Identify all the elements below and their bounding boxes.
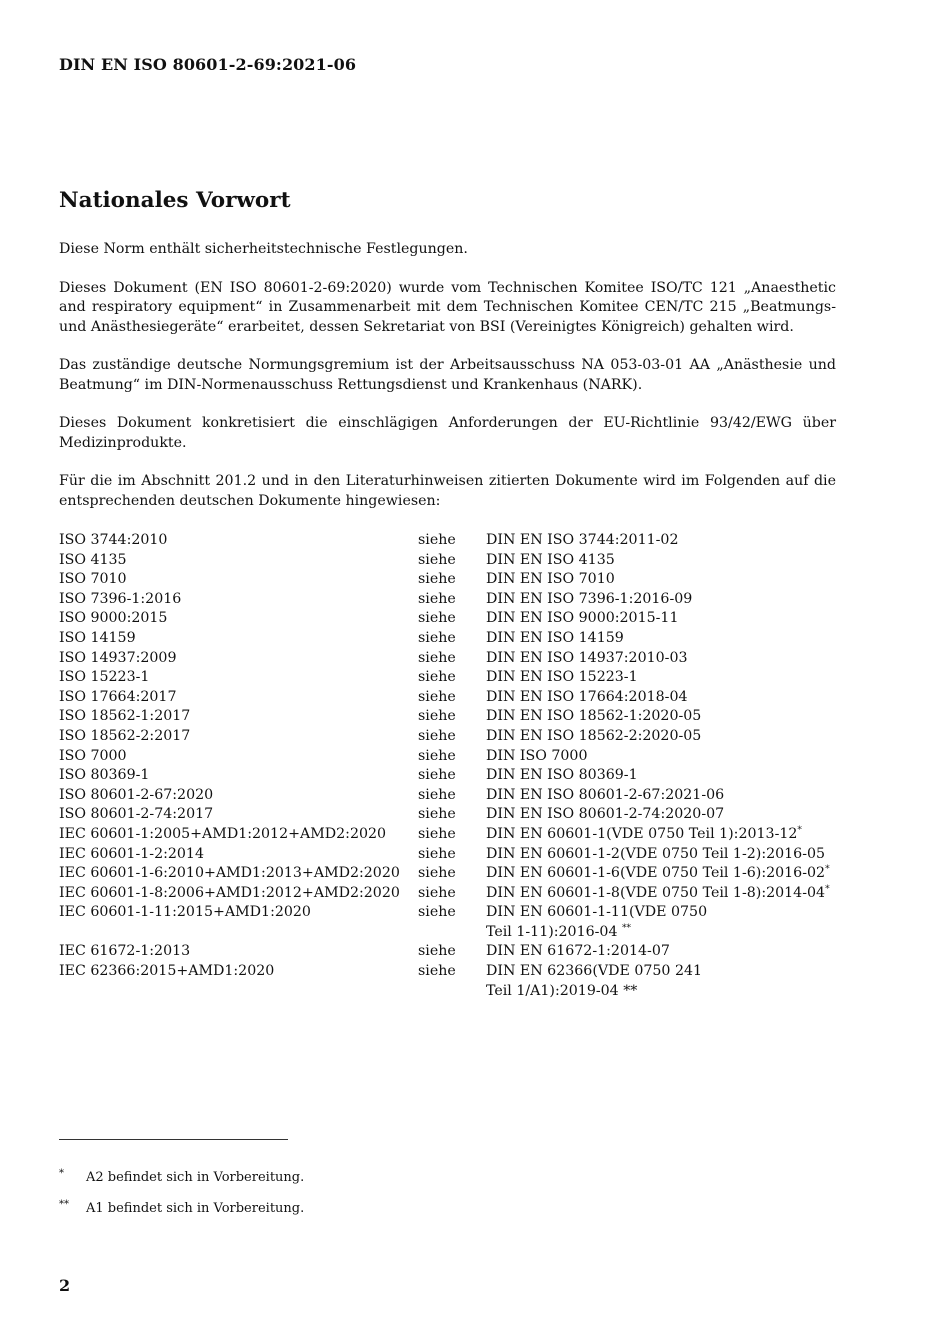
footnote-marker: ** (622, 923, 631, 934)
reference-target-text: DIN EN ISO 7010 (486, 571, 615, 588)
reference-target (486, 551, 849, 571)
footnote: * A2 befindet sich in Vorbereitung. (59, 1167, 305, 1185)
reference-source: IEC 60601-1-2:2014 (59, 845, 204, 862)
reference-source: ISO 17664:2017 (59, 688, 177, 705)
paragraph: Für die im Abschnitt 201.2 und in den Literaturhinweisen zitierten Dokumente wird im Folgenden auf die entsprechenden deutschen Dokumente hingewiesen: (59, 473, 836, 509)
reference-target-line (486, 942, 849, 962)
reference-siehe: siehe (418, 669, 456, 686)
reference-target-line (486, 903, 849, 923)
reference-siehe: siehe (418, 767, 456, 784)
reference-target (486, 570, 849, 590)
reference-target (486, 649, 849, 669)
paragraph: Diese Norm enthält sicherheitstechnische Festlegungen. (59, 241, 468, 257)
reference-row (59, 649, 849, 669)
reference-source: ISO 7396-1:2016 (59, 590, 182, 607)
reference-row (59, 942, 849, 962)
reference-source: IEC 61672-1:2013 (59, 943, 191, 960)
reference-target-text: DIN EN ISO 9000:2015-11 (486, 610, 679, 627)
reference-target-line (486, 707, 849, 727)
reference-source: ISO 80601-2-74:2017 (59, 806, 214, 823)
reference-target (486, 864, 849, 884)
reference-target (486, 668, 849, 688)
reference-source: ISO 80369-1 (59, 767, 150, 784)
reference-siehe: siehe (418, 590, 456, 607)
reference-target (486, 942, 849, 962)
reference-row (59, 727, 849, 747)
reference-row (59, 707, 849, 727)
reference-target-text: Teil 1-11):2016-04 (486, 923, 618, 940)
reference-source: ISO 4135 (59, 551, 127, 568)
reference-row (59, 551, 849, 571)
reference-target (486, 903, 849, 942)
reference-siehe: siehe (418, 865, 456, 882)
reference-target-line (486, 609, 849, 629)
reference-siehe: siehe (418, 727, 456, 744)
reference-siehe: siehe (418, 532, 456, 548)
reference-row (59, 766, 849, 786)
reference-target (486, 590, 849, 610)
reference-row (59, 786, 849, 806)
reference-target-line (486, 668, 849, 688)
reference-row (59, 747, 849, 767)
reference-row (59, 825, 849, 845)
footnote-marker: * (825, 864, 830, 875)
reference-row (59, 668, 849, 688)
reference-target-text: DIN EN ISO 4135 (486, 551, 615, 568)
reference-target-text: DIN EN ISO 3744:2011-02 (486, 532, 679, 548)
reference-source: ISO 9000:2015 (59, 610, 168, 627)
reference-target (486, 727, 849, 747)
reference-source: ISO 80601-2-67:2020 (59, 786, 214, 803)
reference-target-line (486, 590, 849, 610)
reference-target-line (486, 825, 849, 845)
reference-target-text: DIN EN 61672-1:2014-07 (486, 943, 670, 960)
reference-target (486, 766, 849, 786)
reference-target-text: DIN EN 60601-1-11(VDE 0750 (486, 904, 708, 921)
reference-target-text: DIN EN ISO 80601-2-67:2021-06 (486, 786, 725, 803)
footnote-text: A1 befindet sich in Vorbereitung. (86, 1201, 305, 1216)
paragraph: Das zuständige deutsche Normungsgremium ist der Arbeitsausschuss NA 053-03-01 AA „Anästhesie und Beatmung“ im DIN-Normenausschuss Rettungsdienst und Krankenhaus (NARK). (59, 357, 836, 393)
reference-target (486, 531, 849, 551)
reference-target-line (486, 531, 849, 551)
paragraph: Dieses Dokument (EN ISO 80601-2-69:2020) wurde vom Technischen Komitee ISO/TC 121 „Anaesthetic and respiratory equipment“ in Zusammenarbeit mit dem Technischen Komitee CEN/TC 215 „Beatmungs- und Anästhesiegeräte“ erarbeitet, dessen Sekretariat von BSI (Vereinigtes Königreich) gehalten wird. (59, 279, 836, 335)
reference-target-line (486, 570, 849, 590)
reference-target-text: DIN EN ISO 14159 (486, 629, 624, 646)
page-number: 2 (59, 1276, 71, 1295)
reference-target-text: DIN EN ISO 18562-2:2020-05 (486, 727, 702, 744)
reference-source: IEC 60601-1-6:2010+AMD1:2013+AMD2:2020 (59, 865, 400, 882)
reference-target-line (486, 727, 849, 747)
reference-target-text: DIN ISO 7000 (486, 747, 588, 764)
footnote-text: A2 befindet sich in Vorbereitung. (86, 1170, 305, 1185)
reference-siehe: siehe (418, 845, 456, 862)
reference-target-line (486, 629, 849, 649)
reference-row (59, 903, 849, 942)
reference-source: ISO 14937:2009 (59, 649, 177, 666)
reference-target (486, 747, 849, 767)
footnote-marker: * (825, 883, 830, 894)
reference-source: ISO 15223-1 (59, 669, 150, 686)
reference-target (486, 688, 849, 708)
reference-target-line (486, 864, 849, 884)
reference-siehe: siehe (418, 708, 456, 725)
reference-target-text: DIN EN 60601-1(VDE 0750 Teil 1):2013-12 (486, 825, 798, 842)
reference-target-text: DIN EN 60601-1-2(VDE 0750 Teil 1-2):2016-05 (486, 845, 826, 862)
reference-row (59, 570, 849, 590)
reference-siehe: siehe (418, 825, 456, 842)
reference-target-text: DIN EN ISO 80601-2-74:2020-07 (486, 806, 725, 823)
reference-target (486, 786, 849, 806)
reference-table (59, 531, 849, 1001)
reference-row (59, 629, 849, 649)
footnote-marker: * (797, 825, 802, 836)
reference-target (486, 805, 849, 825)
reference-siehe: siehe (418, 629, 456, 646)
reference-target-line (486, 766, 849, 786)
reference-row (59, 962, 849, 1001)
reference-target-text: DIN EN ISO 15223-1 (486, 669, 638, 686)
reference-target-line (486, 551, 849, 571)
footnote: ** A1 befindet sich in Vorbereitung. (59, 1198, 305, 1216)
reference-row (59, 884, 849, 904)
reference-target-text: DIN EN 62366(VDE 0750 241 (486, 963, 703, 980)
reference-target-line (486, 747, 849, 767)
reference-target (486, 962, 849, 1001)
reference-target-text: DIN EN ISO 17664:2018-04 (486, 688, 688, 705)
reference-source: IEC 62366:2015+AMD1:2020 (59, 963, 275, 980)
reference-target-line (486, 884, 849, 904)
body-text (59, 240, 836, 530)
reference-source: IEC 60601-1-11:2015+AMD1:2020 (59, 904, 311, 921)
reference-target-line (486, 923, 849, 943)
reference-row (59, 864, 849, 884)
reference-row (59, 805, 849, 825)
reference-siehe: siehe (418, 688, 456, 705)
reference-siehe: siehe (418, 551, 456, 568)
reference-source: ISO 7010 (59, 571, 127, 588)
reference-siehe: siehe (418, 786, 456, 803)
reference-target-text: DIN EN ISO 80369-1 (486, 767, 638, 784)
reference-target-line (486, 805, 849, 825)
reference-source: ISO 14159 (59, 629, 136, 646)
reference-target (486, 707, 849, 727)
footnote-divider (59, 1139, 288, 1140)
paragraph: Dieses Dokument konkretisiert die einschlägigen Anforderungen der EU-Richtlinie 93/42/EWG über Medizinprodukte. (59, 415, 836, 451)
reference-row (59, 609, 849, 629)
reference-target-line (486, 845, 849, 865)
document-header: DIN EN ISO 80601-2-69:2021-06 (59, 55, 357, 74)
reference-siehe: siehe (418, 747, 456, 764)
reference-row (59, 688, 849, 708)
reference-target-line (486, 982, 849, 1002)
reference-target-line (486, 688, 849, 708)
reference-row (59, 590, 849, 610)
reference-target (486, 629, 849, 649)
reference-row (59, 531, 849, 551)
section-title: Nationales Vorwort (59, 188, 291, 213)
reference-siehe: siehe (418, 884, 456, 901)
reference-target (486, 884, 849, 904)
reference-target-text: Teil 1/A1):2019-04 ** (486, 982, 638, 999)
reference-siehe: siehe (418, 806, 456, 823)
reference-target (486, 825, 849, 845)
reference-target-text: DIN EN 60601-1-6(VDE 0750 Teil 1-6):2016-02 (486, 865, 826, 882)
reference-target-text: DIN EN 60601-1-8(VDE 0750 Teil 1-8):2014-04 (486, 884, 826, 901)
reference-siehe: siehe (418, 610, 456, 627)
reference-source: ISO 7000 (59, 747, 127, 764)
reference-siehe: siehe (418, 571, 456, 588)
reference-siehe: siehe (418, 649, 456, 666)
reference-target-text: DIN EN ISO 18562-1:2020-05 (486, 708, 702, 725)
reference-source: IEC 60601-1:2005+AMD1:2012+AMD2:2020 (59, 825, 387, 842)
reference-target (486, 845, 849, 865)
reference-target-line (486, 786, 849, 806)
reference-target-line (486, 962, 849, 982)
reference-siehe: siehe (418, 904, 456, 921)
reference-row (59, 845, 849, 865)
reference-source: ISO 3744:2010 (59, 532, 168, 548)
reference-target-text: DIN EN ISO 14937:2010-03 (486, 649, 688, 666)
reference-source: ISO 18562-1:2017 (59, 708, 191, 725)
reference-source: IEC 60601-1-8:2006+AMD1:2012+AMD2:2020 (59, 884, 400, 901)
reference-source: ISO 18562-2:2017 (59, 727, 191, 744)
reference-target-text: DIN EN ISO 7396-1:2016-09 (486, 590, 693, 607)
reference-siehe: siehe (418, 963, 456, 980)
reference-target (486, 609, 849, 629)
reference-target-line (486, 649, 849, 669)
reference-siehe: siehe (418, 943, 456, 960)
